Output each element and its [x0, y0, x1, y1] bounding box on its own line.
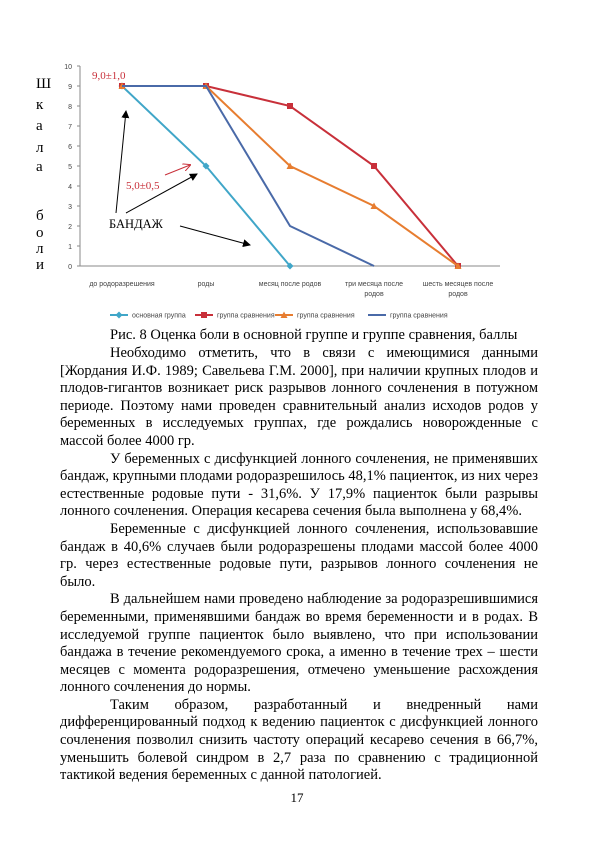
- paragraph: У беременных с дисфункцией лонного сочленения, не применявших бандаж, крупными плодами родоразрешилось 48,1% пациенток, из них через естественные родовые пути - 31,6%. У 17,9% пациенток были разрывы лонного сочленения. Операция кесарева сечения была выполнена у 68,4%.: [60, 450, 538, 520]
- paragraph: Таким образом, разработанный и внедренный нами дифференцированный подход к ведению пациенток с дисфункцией лонного сочленения позволил снизить частоту операций кесарево сечения в 66,7%, уменьшить болевой синдром в 2,7 раза по сравнению с традиционной тактикой ведения беременных с данной патологией.: [60, 696, 538, 784]
- y-tick-label: 3: [68, 204, 72, 211]
- y-tick-label: 9: [68, 84, 72, 91]
- legend-label: группа сравнения: [390, 312, 448, 320]
- y-axis-label-letter: а: [36, 118, 43, 134]
- series-2: [119, 83, 461, 269]
- y-tick-label: 10: [64, 64, 72, 71]
- x-tick-label: роды: [197, 281, 215, 288]
- y-axis-label-letter: к: [36, 97, 44, 113]
- data-point: [116, 312, 123, 319]
- y-axis-label-letter: и: [36, 257, 45, 273]
- figure-caption: Рис. 8 Оценка боли в основной группе и группе сравнения, баллы: [110, 327, 518, 343]
- paragraph: Беременные с дисфункцией лонного сочленения, использовавшие бандаж в 40,6% случаев были родоразрешены плодами массой более 4000 гр. через естественные родовые пути, разрывов лонного сочленения не было.: [60, 520, 538, 590]
- annotation-bandage: БАНДАЖ: [109, 217, 163, 231]
- series-line: [122, 86, 458, 266]
- data-point: [287, 103, 293, 109]
- y-tick-label: 0: [68, 264, 72, 271]
- legend-label: группа сравнения: [297, 312, 355, 320]
- x-tick-label: три месяца после родов: [345, 281, 403, 298]
- page-number: 17: [290, 790, 304, 805]
- y-axis-label-letter: Ш: [36, 76, 52, 92]
- y-tick-label: 5: [68, 164, 72, 171]
- y-axis-label-letter: б: [36, 208, 44, 224]
- series-line: [122, 86, 458, 266]
- x-tick-label: до родоразрешения: [89, 281, 155, 288]
- series-1: [119, 83, 294, 270]
- y-tick-label: 8: [68, 104, 72, 111]
- x-tick-label: месяц после родов: [258, 281, 322, 288]
- bandage-arrow-3: [180, 226, 250, 245]
- data-point: [201, 312, 207, 318]
- y-axis-label-letter: а: [36, 159, 43, 175]
- legend-label: группа сравнения: [217, 312, 275, 320]
- y-tick-label: 1: [68, 244, 72, 251]
- series-4: [122, 86, 374, 266]
- annotation-top-value: 9,0±1,0: [92, 70, 126, 82]
- paragraph: Необходимо отметить, что в связи с имеющимися данными [Жордания И.Ф. 1989; Савельева Г.М. 2000], при наличии крупных плодов и плодов-гигантов возникает риск разрывов лонного сочленения в потужном периоде. Поэтому нами проведен сравнительный анализ исходов родов у беременных в исследуемых группах, где рождались новорожденные с массой более 4000 гр.: [60, 345, 538, 449]
- x-tick-label: шесть месяцев после родов: [422, 281, 494, 298]
- y-axis-label-letter: л: [36, 140, 44, 156]
- body-text: [60, 345, 538, 785]
- series-layer: [119, 83, 462, 270]
- series-line: [122, 86, 290, 266]
- bandage-arrow-1: [116, 111, 126, 213]
- y-tick-label: 4: [68, 184, 72, 191]
- series-line: [122, 86, 374, 266]
- annotations: [92, 70, 250, 245]
- line-chart: [0, 0, 594, 330]
- legend-label: основная группа: [132, 312, 186, 320]
- y-tick-label: 7: [68, 124, 72, 131]
- paragraph: В дальнейшем нами проведено наблюдение за родоразрешившимися беременными, применявшими бандаж во время беременности и в родах. В исследуемой группе пациенток было выявлено, что при использовании бандажа в течение рекомендуемого срока, а именно в течение трех – шести месяцев с момента родоразрешения, отмечено уменьшение расхождения лонного сочленения до нормы.: [60, 591, 538, 696]
- annotation-mid-arrow: [165, 165, 190, 175]
- y-axis-label-letter: л: [36, 241, 44, 257]
- y-tick-label: 6: [68, 144, 72, 151]
- series-3: [119, 83, 462, 270]
- legend: [110, 312, 448, 320]
- annotation-mid-value: 5,0±0,5: [126, 180, 160, 192]
- y-axis-label-letter: о: [36, 225, 44, 241]
- y-tick-label: 2: [68, 224, 72, 231]
- data-point: [371, 163, 377, 169]
